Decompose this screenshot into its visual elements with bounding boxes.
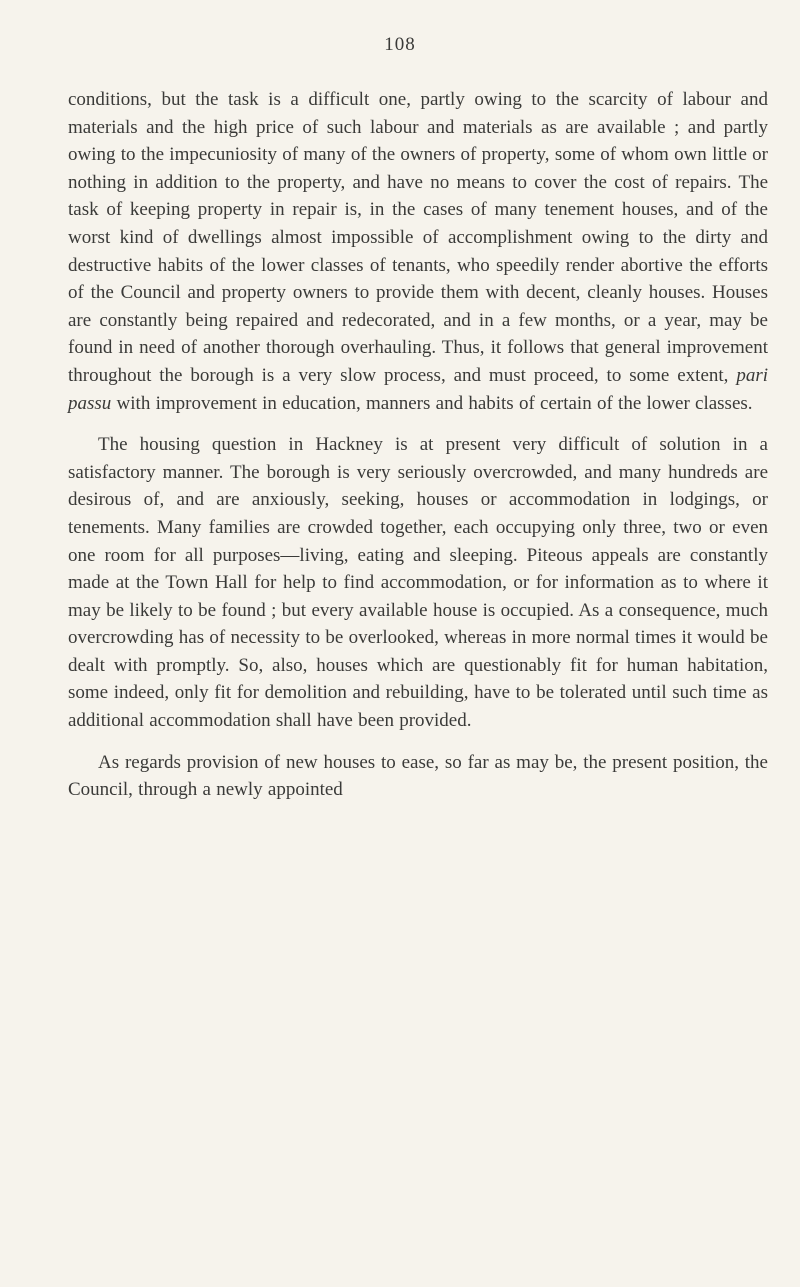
italic-phrase: pari passu — [68, 364, 768, 414]
paragraph-housing-question: The housing question in Hackney is at present very difficult of solution in a satisfactory manner. The borough is very seriously overcrowded, and many hundreds are desirous of, and are anxiously, seeking, houses or accommodation in lodgings, or tenements. Many families are crowded together, each occupying only three, two or even one room for all purposes—living, eating and sleeping. Piteous appeals are constantly made at the Town Hall for help to find accommodation, or for information as to where it may be likely to be found ; but every available house is occupied. As a consequence, much overcrowding has of necessity to be overlooked, whereas in more normal times it would be dealt with promptly. So, also, houses which are questionably fit for human habitation, some indeed, only fit for demolition and rebuilding, have to be tolerated until such time as additional accommodation shall have been provided. — [68, 434, 768, 732]
body-text — [68, 86, 768, 804]
paragraph-continuation — [68, 86, 768, 417]
page-number: 108 — [384, 34, 416, 55]
paragraph-new-houses: As regards provision of new houses to ease, so far as may be, the present position, the Council, through a newly appointed — [68, 751, 768, 801]
paragraph-text: conditions, but the task is a difficult one, partly owing to the scarcity of labour and materials and the high price of such labour and materials as are available ; and partly owing to the impecuniosity of many of the owners of property, some of whom own little or nothing in addition to the property, and have no means to cover the cost of repairs. The task of keeping property in repair is, in the cases of many tenement houses, and of the worst kind of dwellings almost impossible of accomplishment owing to the dirty and destructive habits of the lower classes of tenants, who speedily render abortive the efforts of the Council and property owners to provide them with decent, cleanly houses. Houses are constantly being repaired and redecorated, and in a few months, or a year, may be found in need of another thorough overhauling. Thus, it follows that general improvement throughout the borough is a very slow process, and must proceed, to some extent, — [68, 89, 768, 386]
paragraph-text-end: with improvement in education, manners and habits of certain of the lower classes. — [116, 392, 753, 414]
